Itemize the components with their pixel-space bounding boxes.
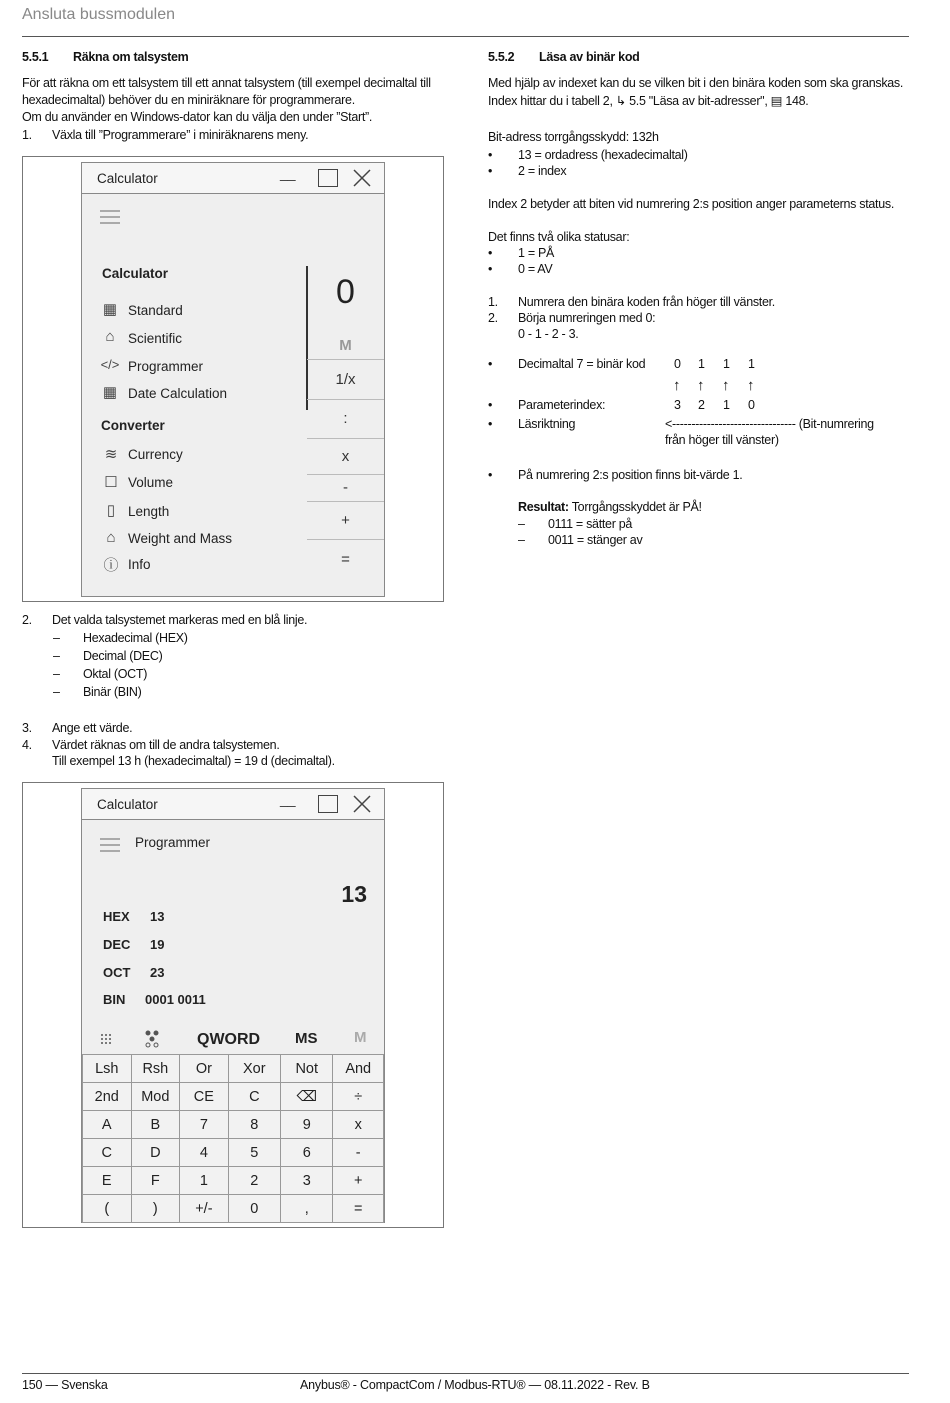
programmer-keypad [82, 1054, 384, 1223]
binary-bit: 1 [723, 357, 730, 371]
memory-indicator: M [339, 337, 352, 354]
menu-item-date-calculation[interactable]: Date Calculation [128, 386, 228, 401]
oct-value: 23 [150, 965, 165, 980]
oct-label[interactable]: OCT [103, 965, 131, 980]
parameter-index-value: 3 [674, 398, 681, 412]
bit-toggle-icon[interactable] [144, 1029, 162, 1049]
result-off: 0011 = stänger av [548, 533, 643, 547]
display-value: 0 [336, 273, 355, 311]
menu-item-programmer[interactable]: Programmer [128, 359, 204, 374]
hex-value: 13 [150, 909, 165, 924]
backspace-icon[interactable]: ⌫ [281, 1083, 333, 1111]
menu-item-info[interactable]: Info [128, 557, 151, 572]
step-3-text: Ange ett värde. [52, 721, 133, 735]
title-bar [82, 789, 384, 820]
up-arrow-icon: ↑ [697, 377, 705, 394]
system-bin: Binär (BIN) [83, 685, 142, 699]
window-title: Calculator [97, 171, 158, 186]
step-2-text: Det valda talsystemet markeras med en blå linje. [52, 613, 308, 627]
key-multiply[interactable]: x [307, 438, 384, 475]
key-equals[interactable]: = [333, 1195, 384, 1223]
key-7[interactable]: 7 [180, 1111, 228, 1139]
key-b[interactable]: B [131, 1111, 180, 1139]
numbered-step-2: Börja numreringen med 0: [518, 311, 656, 325]
calculator-window [81, 788, 385, 1223]
maximize-icon[interactable] [318, 169, 338, 187]
key-multiply[interactable]: x [333, 1111, 384, 1139]
section-heading-551: 5.5.1 Räkna om talsystem [22, 50, 189, 64]
key-plus[interactable]: + [333, 1167, 384, 1195]
numbering-sequence: 0 - 1 - 2 - 3. [518, 327, 579, 341]
menu-section-converter: Converter [101, 418, 165, 433]
bullet: • [488, 417, 493, 431]
minimize-icon[interactable]: __ [280, 165, 296, 181]
key-clear[interactable]: C [228, 1083, 280, 1111]
key-c-hex[interactable]: C [83, 1139, 132, 1167]
key-xor[interactable]: Xor [228, 1055, 280, 1083]
key-mod[interactable]: Mod [131, 1083, 180, 1111]
result-line [518, 499, 702, 516]
section-heading-552: 5.5.2 Läsa av binär kod [488, 50, 640, 64]
bullet-word-address: 13 = ordadress (hexadecimaltal) [518, 148, 688, 162]
status-on: 1 = PÅ [518, 246, 555, 260]
weight-icon: ⌂ [106, 529, 116, 546]
key-4[interactable]: 4 [180, 1139, 228, 1167]
key-lsh[interactable]: Lsh [83, 1055, 132, 1083]
menu-item-standard[interactable]: Standard [128, 303, 183, 318]
menu-item-weight-and-mass[interactable]: Weight and Mass [128, 531, 233, 546]
bin-label[interactable]: BIN [103, 992, 126, 1007]
dash: – [53, 685, 60, 699]
key-0[interactable]: 0 [228, 1195, 280, 1223]
index-reference: Index hittar du i tabell 2, ↳ 5.5 "Läsa av bit-adresser", ▤ 148. [488, 94, 809, 108]
numbered-step-num: 2. [488, 311, 498, 325]
memory-indicator: M [354, 1029, 367, 1046]
key-equals[interactable]: = [307, 539, 384, 580]
mode-title: Programmer [135, 835, 211, 850]
figure-calculator-programmer [22, 782, 444, 1228]
read-direction-label: Läsriktning [518, 417, 576, 431]
key-or[interactable]: Or [180, 1055, 228, 1083]
hamburger-menu-icon[interactable] [100, 209, 120, 225]
figure-calculator-menu [22, 156, 444, 602]
dash: – [518, 533, 525, 547]
step-4-num: 4. [22, 738, 32, 752]
intro-text-windows: Om du använder en Windows-dator kan du välja den under ”Start”. [22, 110, 373, 124]
system-hex: Hexadecimal (HEX) [83, 631, 188, 645]
bullet: • [488, 357, 493, 371]
key-and[interactable]: And [333, 1055, 384, 1083]
length-ruler-icon: ▯ [106, 502, 116, 519]
key-e[interactable]: E [83, 1167, 132, 1195]
key-d[interactable]: D [131, 1139, 180, 1167]
status-intro: Det finns två olika statusar: [488, 230, 630, 244]
key-a[interactable]: A [83, 1111, 132, 1139]
up-arrow-icon: ↑ [673, 377, 681, 394]
numbered-step-num: 1. [488, 295, 498, 309]
key-divide[interactable]: : [307, 399, 384, 438]
code-icon: </> [100, 357, 120, 372]
up-arrow-icon: ↑ [747, 377, 755, 394]
calculator-icon: ▦ [102, 301, 118, 318]
system-oct: Oktal (OCT) [83, 667, 148, 681]
key-not[interactable]: Not [281, 1055, 333, 1083]
dash: – [53, 649, 60, 663]
key-9[interactable]: 9 [281, 1111, 333, 1139]
menu-section-calculator: Calculator [102, 266, 169, 281]
parameter-index-label: Parameterindex: [518, 398, 606, 412]
step-2-num: 2. [22, 613, 32, 627]
key-2[interactable]: 2 [228, 1167, 280, 1195]
key-6[interactable]: 6 [281, 1139, 333, 1167]
word-size-button[interactable]: QWORD [197, 1031, 261, 1048]
system-dec: Decimal (DEC) [83, 649, 163, 663]
bullet: • [488, 262, 493, 276]
read-direction-note: från höger till vänster) [665, 433, 779, 447]
result-on: 0111 = sätter på [548, 517, 633, 531]
parameter-index-value: 2 [698, 398, 705, 412]
key-negate[interactable]: +/- [180, 1195, 228, 1223]
title-bar [82, 163, 384, 194]
key-8[interactable]: 8 [228, 1111, 280, 1139]
running-header: Ansluta bussmodulen [22, 6, 175, 23]
key-5[interactable]: 5 [228, 1139, 280, 1167]
step-1-num: 1. [22, 128, 32, 142]
calendar-icon: ▦ [102, 384, 118, 401]
hamburger-menu-icon[interactable] [100, 837, 120, 853]
bullet: • [488, 148, 493, 162]
parameter-index-value: 1 [723, 398, 730, 412]
intro-text: För att räkna om ett talsystem till ett annat talsystem (till exempel decimaltal till hexadecimaltal) behöver du en miniräknare för programmerare. [22, 76, 431, 107]
binary-bit: 1 [748, 357, 755, 371]
key-rsh[interactable]: Rsh [131, 1055, 180, 1083]
index-explanation: Index 2 betyder att biten vid numrering 2:s position anger parameterns status. [488, 197, 895, 211]
read-direction-arrow: <-------------------------------- (Bit-numrering [665, 417, 874, 431]
key-ce[interactable]: CE [180, 1083, 228, 1111]
bin-value: 0001 0011 [145, 992, 206, 1007]
key-open-paren[interactable]: ( [83, 1195, 132, 1223]
footer-document: Anybus® - CompactCom / Modbus-RTU® — 08.11.2022 - Rev. B [300, 1378, 650, 1392]
dec-value: 19 [150, 937, 165, 952]
minimize-icon[interactable]: __ [280, 791, 296, 807]
menu-item-volume[interactable]: Volume [128, 475, 174, 490]
display-value: 13 [341, 881, 367, 907]
binary-bit: 1 [698, 357, 705, 371]
scientific-flask-icon: ⌂ [105, 328, 115, 345]
result-label: Resultat: [518, 500, 569, 514]
volume-icon: ☐ [104, 474, 118, 491]
dec-label[interactable]: DEC [103, 937, 131, 952]
calculator-window [81, 162, 385, 597]
dash: – [53, 631, 60, 645]
bullet: • [488, 164, 493, 178]
result-text: Torrgångsskyddet är PÅ! [571, 500, 702, 514]
binary-bit: 0 [674, 357, 681, 371]
menu-item-length[interactable]: Length [128, 504, 170, 519]
intro-text: Med hjälp av indexet kan du se vilken bit i den binära koden som ska granskas. [488, 76, 904, 90]
close-icon[interactable] [352, 794, 372, 814]
header-divider [22, 36, 909, 37]
key-divide[interactable]: ÷ [333, 1083, 384, 1111]
bullet: • [488, 398, 493, 412]
bit-value-statement: På numrering 2:s position finns bit-värde 1. [518, 468, 743, 482]
currency-icon: ≋ [104, 446, 118, 463]
key-reciprocal[interactable]: 1/x [307, 359, 384, 398]
dash: – [53, 667, 60, 681]
footer-page: 150 — Svenska [22, 1378, 108, 1392]
info-icon: ⓘ [103, 557, 119, 574]
status-off: 0 = AV [518, 262, 553, 276]
window-title: Calculator [97, 797, 158, 812]
bit-address: Bit-adress torrgångsskydd: 132h [488, 130, 659, 144]
step-4-text: Värdet räknas om till de andra talsystemen. [52, 738, 280, 752]
key-3[interactable]: 3 [281, 1167, 333, 1195]
key-close-paren[interactable]: ) [131, 1195, 180, 1223]
footer-divider [22, 1373, 909, 1374]
menu-item-currency[interactable]: Currency [128, 447, 183, 462]
memory-store-button[interactable]: MS [295, 1030, 318, 1047]
step-3-num: 3. [22, 721, 32, 735]
step-1-text: Växla till ”Programmerare” i miniräknarens meny. [52, 128, 309, 142]
bullet: • [488, 246, 493, 260]
keypad-icon[interactable] [100, 1033, 114, 1047]
hex-label[interactable]: HEX [103, 909, 130, 924]
key-2nd[interactable]: 2nd [83, 1083, 132, 1111]
up-arrow-icon: ↑ [722, 377, 730, 394]
decimal-label: Decimaltal 7 = binär kod [518, 357, 646, 371]
bullet: • [488, 468, 493, 482]
dash: – [518, 517, 525, 531]
key-minus[interactable]: - [307, 474, 384, 501]
menu-item-scientific[interactable]: Scientific [128, 331, 183, 346]
step-4-example: Till exempel 13 h (hexadecimaltal) = 19 d (decimaltal). [52, 754, 335, 768]
parameter-index-value: 0 [748, 398, 755, 412]
key-minus[interactable]: - [333, 1139, 384, 1167]
key-plus[interactable]: + [307, 501, 384, 540]
numbered-step-1: Numrera den binära koden från höger till vänster. [518, 295, 775, 309]
key-1[interactable]: 1 [180, 1167, 228, 1195]
maximize-icon[interactable] [318, 795, 338, 813]
key-f[interactable]: F [131, 1167, 180, 1195]
bullet-index: 2 = index [518, 164, 567, 178]
close-icon[interactable] [352, 168, 372, 188]
key-decimal[interactable]: , [281, 1195, 333, 1223]
